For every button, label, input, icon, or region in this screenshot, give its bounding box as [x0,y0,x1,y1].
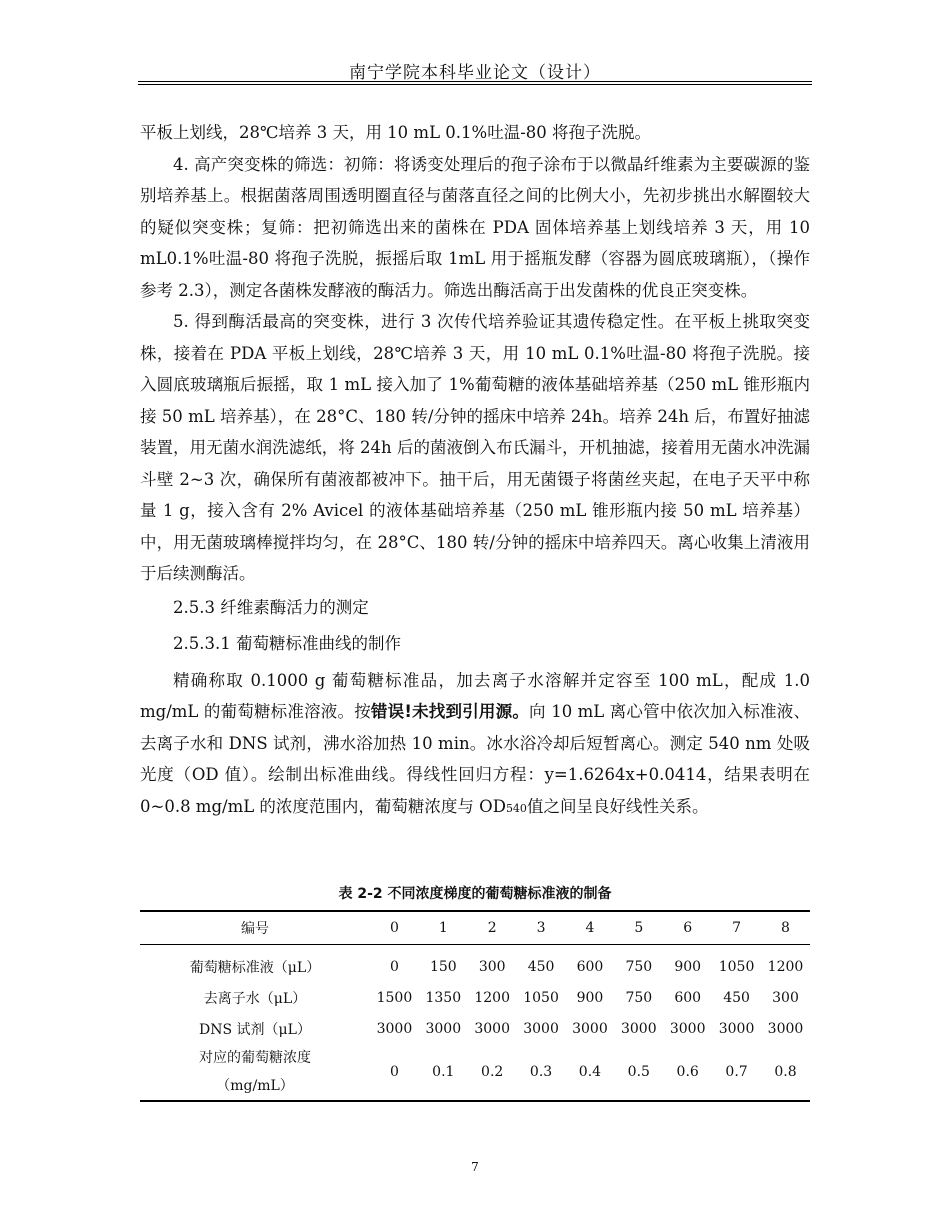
table-cell: 0.2 [481,1064,504,1080]
paragraph-text-b: 向 10 mL 离心管中依次加入标准液、去离子水和 DNS 试剂，沸水浴加热 10 min。冰水浴冷却后短暂离心。测定 540 nm 处吸光度（OD 值）。绘制出标准曲线。得线性回归方程：y=1.6264x+0.0414，结果表明在 0~0.8 mg/mL 的浓度范围内，葡萄糖浓度与 OD [140,702,810,816]
table-cell: 3000 [767,1020,804,1037]
table-cell: 450 [723,989,750,1006]
table-row [140,1044,810,1101]
table-header-cell: 1 [419,911,468,945]
table-cell: 450 [527,958,555,975]
paragraph-continuation: 平板上划线，28℃培养 3 天，用 10 mL 0.1%吐温-80 将孢子洗脱。 [140,123,652,142]
table-cell: 0.6 [676,1064,699,1080]
table-cell: 3000 [572,1020,608,1037]
paragraph-text-a: 精确称取 0.1000 g 葡萄糖标准品，加去离子水溶解并定容至 100 mL，配成 1.0 mg/mL 的葡萄糖标准溶液。按 [140,670,810,721]
table-cell: 0.5 [627,1064,650,1080]
table-cell: 3000 [718,1020,755,1037]
paragraph-glucose-standard [140,665,810,825]
section-heading-2-5-3-1: 2.5.3.1 葡萄糖标准曲线的制作 [173,634,401,653]
table-cell: 300 [772,989,799,1006]
table-row [140,945,810,983]
table-cell: 750 [625,958,653,975]
page-number: 7 [471,1160,479,1174]
paragraph-genetic-stability: 5. 得到酶活最高的突变株，进行 3 次传代培养验证其遗传稳定性。在平板上挑取突变株，接着在 PDA 平板上划线，28℃培养 3 天，用 10 mL 0.1%吐温-80 将孢子洗脱。接入圆底玻璃瓶后振摇，取 1 mL 接入加了 1%葡萄糖的液体基础培养基（250 mL 锥形瓶内接 50 mL 培养基），在 28°C、180 转/分钟的摇床中培养 24h。培养 24h 后，布置好抽滤装置，用无菌水润洗滤纸，将 24h 后的菌液倒入布氏漏斗，开机抽滤，接着用无菌水冲洗漏斗壁 2~3 次，确保所有菌液都被冲下。抽干后，用无菌镊子将菌丝夹起，在电子天平中称量 1 g，接入含有 2% Avicel 的液体基础培养基（250 mL 锥形瓶内接 50 mL 培养基）中，用无菌玻璃棒搅拌均匀，在 28°C、180 转/分钟的摇床中培养四天。离心收集上清液用于后续测酶活。 [140,312,810,583]
od-subscript: 540 [505,801,527,815]
table-cell: 900 [576,989,604,1006]
table-header-cell: 7 [712,911,761,945]
table-cell: 1500 [376,989,413,1006]
table-header-cell: 8 [761,911,810,945]
table-cell: 300 [478,958,506,975]
reference-error-text: 错误!未找到引用源。 [370,702,530,721]
body-text [140,117,810,824]
table-cell: 1050 [718,958,755,975]
table-row-label: DNS 试剂（μL） [199,1021,311,1038]
table-cell: 1050 [523,989,559,1006]
table-cell: 0.7 [725,1064,748,1080]
section-heading-2-5-3: 2.5.3 纤维素酶活力的测定 [173,597,369,617]
table-cell: 600 [576,958,604,975]
table-cell: 750 [625,989,653,1006]
table-caption: 表 2-2 不同浓度梯度的葡萄糖标准液的制备 [338,886,612,902]
table-cell: 0.4 [578,1064,602,1080]
table-cell: 0 [389,958,399,975]
table-cell: 1200 [474,989,510,1006]
paragraph-text-c: 值之间呈良好线性关系。 [526,796,709,816]
table-cell: 1350 [425,989,462,1006]
table-header-row [140,911,810,945]
table-cell: 3000 [523,1020,559,1037]
table-cell: 3000 [620,1020,657,1037]
table-header-cell: 4 [566,911,615,945]
table-cell: 3000 [425,1020,462,1037]
table-row [140,1013,810,1044]
table-cell: 0.3 [529,1064,553,1080]
table-header-cell: 编号 [140,911,370,945]
table-row-label-line: （mg/mL） [216,1078,294,1094]
table-row-label: 去离子水（μL） [203,990,307,1007]
table-header-cell: 3 [517,911,566,945]
header-rule [138,81,812,82]
header-rule-secondary [138,84,812,85]
table-header-cell: 5 [614,911,663,945]
table-header-cell: 2 [468,911,517,945]
table-row-label [140,1044,370,1101]
page-header-title: 南宁学院本科毕业论文（设计） [349,63,601,83]
table-header-cell: 6 [663,911,712,945]
table-cell: 0 [389,1064,399,1080]
table-cell: 3000 [376,1020,413,1037]
table-cell: 600 [674,989,702,1006]
table-row-label-line: 对应的葡萄糖浓度 [199,1050,311,1066]
table-cell: 3000 [669,1020,706,1037]
table-cell: 0.8 [774,1064,797,1080]
table-cell: 900 [674,958,702,975]
table-row-label: 葡萄糖标准液（μL） [189,959,321,976]
table-cell: 1200 [767,958,804,975]
table-cell: 3000 [474,1020,510,1037]
table-cell: 0.1 [432,1064,455,1080]
glucose-standard-table [140,910,810,1102]
table-header-cell: 0 [370,911,419,945]
paragraph-mutant-screening: 4. 高产突变株的筛选：初筛：将诱变处理后的孢子涂布于以微晶纤维素为主要碳源的鉴别培养基上。根据菌落周围透明圈直径与菌落直径之间的比例大小，先初步挑出水解圈较大的疑似突变株；复筛：把初筛选出来的菌株在 PDA 固体培养基上划线培养 3 天，用 10 mL0.1%吐温-80 将孢子洗脱，振摇后取 1mL 用于摇瓶发酵（容器为圆底玻璃瓶），（操作参考 2.3），测定各菌株发酵液的酶活力。筛选出酶活高于出发菌株的优良正突变株。 [140,154,810,300]
table-row [140,982,810,1013]
table-cell: 150 [429,958,457,975]
